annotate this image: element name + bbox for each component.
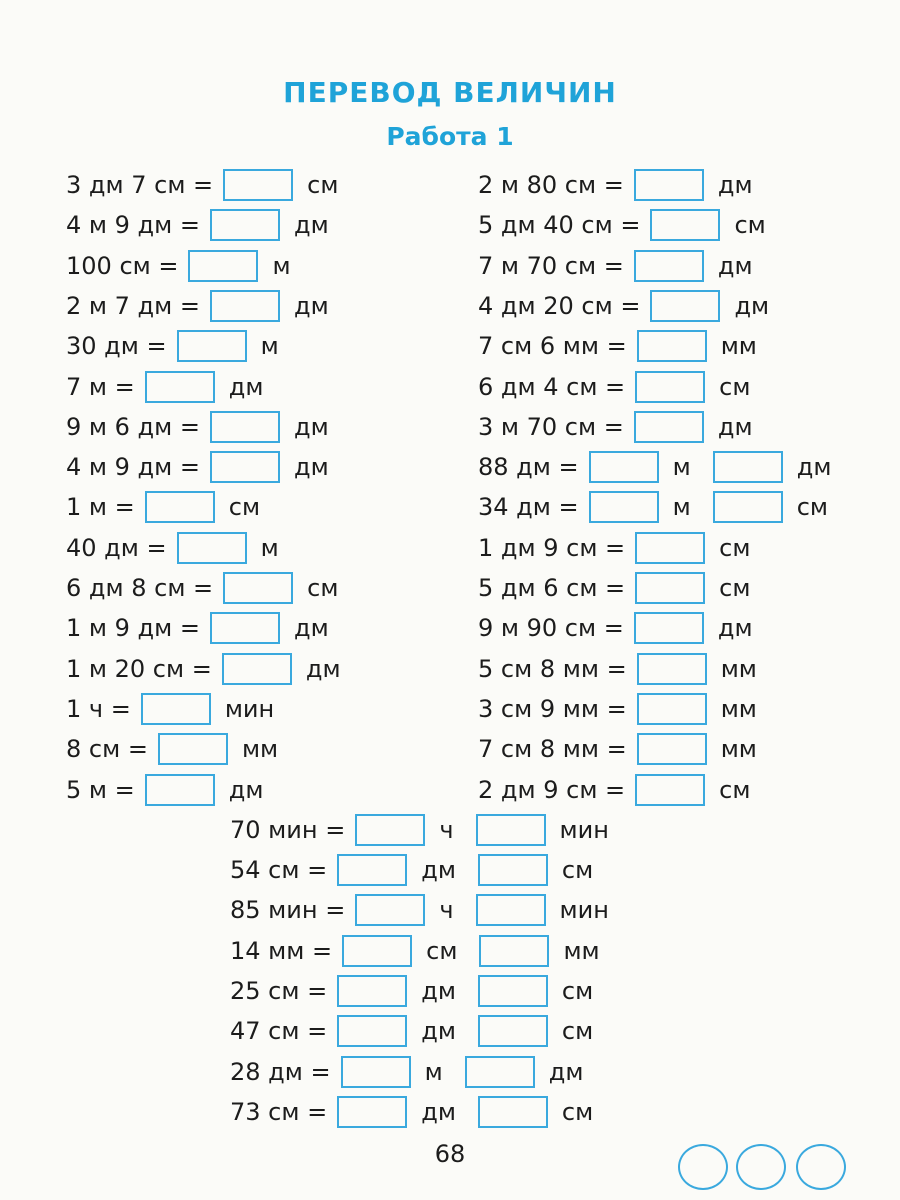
conversion-expression: 3 см 9 мм = [478, 694, 627, 723]
answer-box[interactable] [478, 1096, 548, 1128]
answer-box[interactable] [478, 854, 548, 886]
unit-label: см [734, 211, 766, 240]
worksheet-subheading: Работа 1 [386, 122, 514, 151]
answer-box[interactable] [635, 774, 705, 806]
conversion-expression: 7 см 8 мм = [478, 735, 627, 764]
unit-label: см [307, 574, 339, 602]
unit-label: дм [293, 291, 329, 320]
answer-box[interactable] [713, 491, 783, 523]
conversion-expression: 7 м = [66, 372, 135, 401]
conversion-expression: 2 м 80 см = [478, 171, 624, 199]
unit-label: мм [241, 735, 279, 764]
answer-box[interactable] [634, 169, 704, 201]
conversion-expression: 2 м 7 дм = [66, 291, 200, 320]
unit-label: см [719, 533, 751, 562]
conversion-expression: 25 см = [230, 977, 328, 1005]
answer-box[interactable] [589, 491, 659, 523]
unit-label: м [672, 453, 691, 482]
conversion-expression: 34 дм = [478, 493, 579, 522]
answer-box[interactable] [479, 935, 549, 967]
unit-label: дм [293, 412, 329, 441]
unit-label: мин [559, 896, 609, 925]
conversion-expression: 30 дм = [66, 332, 167, 361]
answer-box[interactable] [589, 451, 659, 483]
answer-box[interactable] [637, 330, 707, 362]
unit-label: мм [720, 735, 757, 764]
answer-box[interactable] [223, 169, 293, 201]
unit-label: ч [439, 815, 454, 844]
unit-label: ч [439, 896, 454, 925]
unit-label: дм [717, 614, 753, 643]
unit-label: см [561, 1097, 594, 1126]
unit-label: дм [293, 211, 329, 240]
unit-label: дм [717, 171, 753, 199]
answer-box[interactable] [337, 975, 407, 1007]
unit-label: дм [548, 1057, 584, 1086]
conversion-expression: 1 м = [66, 493, 135, 522]
answer-box[interactable] [634, 411, 704, 443]
conversion-expression: 54 см = [230, 856, 328, 885]
answer-box[interactable] [342, 935, 412, 967]
answer-box[interactable] [337, 1096, 407, 1128]
unit-label: см [426, 936, 458, 965]
conversion-expression: 14 мм = [230, 936, 333, 965]
conversion-expression: 4 дм 20 см = [478, 291, 641, 320]
unit-label: мм [563, 936, 600, 965]
unit-label: см [228, 493, 261, 522]
conversion-expression: 9 м 90 см = [478, 614, 624, 643]
answer-box[interactable] [177, 532, 247, 564]
answer-box[interactable] [188, 250, 258, 282]
conversion-expression: 3 дм 7 см = [66, 171, 214, 199]
conversion-expression: 73 см = [230, 1097, 328, 1126]
answer-box[interactable] [341, 1056, 411, 1088]
answer-box[interactable] [141, 693, 211, 725]
conversion-expression: 7 м 70 см = [478, 251, 624, 280]
unit-label: мм [720, 654, 757, 683]
unit-label: мм [720, 694, 757, 723]
unit-label: см [719, 574, 751, 602]
conversion-expression: 3 м 70 см = [478, 412, 624, 441]
conversion-expression: 28 дм = [230, 1057, 331, 1086]
unit-label: дм [305, 654, 341, 683]
answer-box[interactable] [635, 371, 705, 403]
unit-label: см [561, 977, 594, 1005]
unit-label: дм [421, 1017, 456, 1046]
answer-box[interactable] [210, 451, 280, 483]
unit-label: дм [421, 856, 456, 885]
answer-box[interactable] [635, 572, 705, 604]
unit-label: см [796, 493, 829, 522]
answer-box[interactable] [145, 371, 215, 403]
unit-label: мин [559, 815, 609, 844]
answer-box[interactable] [650, 209, 720, 241]
page-number: 68 [434, 1140, 466, 1168]
unit-label: см [719, 372, 751, 401]
conversion-expression: 8 см = [66, 735, 148, 764]
unit-label: дм [228, 775, 264, 804]
grade-circle[interactable] [796, 1144, 846, 1190]
conversion-expression: 70 мин = [230, 815, 346, 844]
answer-box[interactable] [355, 894, 425, 926]
conversion-expression: 4 м 9 дм = [66, 211, 200, 240]
conversion-expression: 6 дм 4 см = [478, 372, 626, 401]
answer-box[interactable] [145, 491, 215, 523]
conversion-expression: 1 дм 9 см = [478, 533, 626, 562]
answer-box[interactable] [635, 532, 705, 564]
unit-label: м [260, 332, 279, 361]
answer-box[interactable] [222, 653, 292, 685]
unit-label: дм [293, 614, 329, 643]
unit-label: см [307, 171, 339, 199]
conversion-expression: 5 дм 40 см = [478, 211, 641, 240]
answer-box[interactable] [476, 814, 546, 846]
answer-box[interactable] [177, 330, 247, 362]
unit-label: дм [717, 251, 753, 280]
conversion-expression: 100 см = [66, 251, 179, 280]
unit-label: дм [228, 372, 264, 401]
answer-box[interactable] [476, 894, 546, 926]
answer-box[interactable] [223, 572, 293, 604]
conversion-expression: 6 дм 8 см = [66, 574, 214, 602]
answer-box[interactable] [637, 693, 707, 725]
answer-box[interactable] [637, 653, 707, 685]
unit-label: дм [421, 1097, 456, 1126]
unit-label: дм [717, 412, 753, 441]
unit-label: мин [224, 694, 275, 723]
answer-box[interactable] [337, 854, 407, 886]
answer-box[interactable] [355, 814, 425, 846]
answer-box[interactable] [210, 612, 280, 644]
answer-box[interactable] [210, 411, 280, 443]
unit-label: м [672, 493, 691, 522]
unit-label: дм [421, 977, 456, 1005]
unit-label: мм [720, 332, 757, 361]
conversion-expression: 9 м 6 дм = [66, 412, 200, 441]
unit-label: м [272, 251, 291, 280]
conversion-expression: 1 ч = [66, 694, 131, 723]
answer-box[interactable] [634, 612, 704, 644]
grade-circle[interactable] [736, 1144, 786, 1190]
grade-circle[interactable] [678, 1144, 728, 1190]
unit-label: дм [293, 453, 329, 482]
unit-label: дм [734, 291, 770, 320]
answer-box[interactable] [478, 1015, 548, 1047]
answer-box[interactable] [637, 733, 707, 765]
answer-box[interactable] [210, 290, 280, 322]
answer-box[interactable] [337, 1015, 407, 1047]
conversion-expression: 88 дм = [478, 453, 579, 482]
conversion-expression: 5 м = [66, 775, 135, 804]
answer-box[interactable] [634, 250, 704, 282]
unit-label: см [561, 856, 594, 885]
unit-label: см [719, 775, 751, 804]
answer-box[interactable] [478, 975, 548, 1007]
conversion-expression: 1 м 20 см = [66, 654, 212, 683]
conversion-expression: 5 см 8 мм = [478, 654, 627, 683]
conversion-expression: 4 м 9 дм = [66, 453, 200, 482]
answer-box[interactable] [158, 733, 228, 765]
conversion-expression: 5 дм 6 см = [478, 574, 626, 602]
unit-label: м [424, 1057, 443, 1086]
conversion-expression: 1 м 9 дм = [66, 614, 200, 643]
answer-box[interactable] [145, 774, 215, 806]
page-heading: ПЕРЕВОД ВЕЛИЧИН [283, 76, 617, 109]
conversion-expression: 7 см 6 мм = [478, 332, 627, 361]
conversion-expression: 40 дм = [66, 533, 167, 562]
conversion-expression: 85 мин = [230, 896, 346, 925]
unit-label: дм [796, 453, 832, 482]
unit-label: см [561, 1017, 594, 1046]
answer-box[interactable] [713, 451, 783, 483]
answer-box[interactable] [650, 290, 720, 322]
answer-box[interactable] [465, 1056, 535, 1088]
unit-label: м [260, 533, 279, 562]
answer-box[interactable] [210, 209, 280, 241]
conversion-expression: 2 дм 9 см = [478, 775, 626, 804]
conversion-expression: 47 см = [230, 1017, 328, 1046]
